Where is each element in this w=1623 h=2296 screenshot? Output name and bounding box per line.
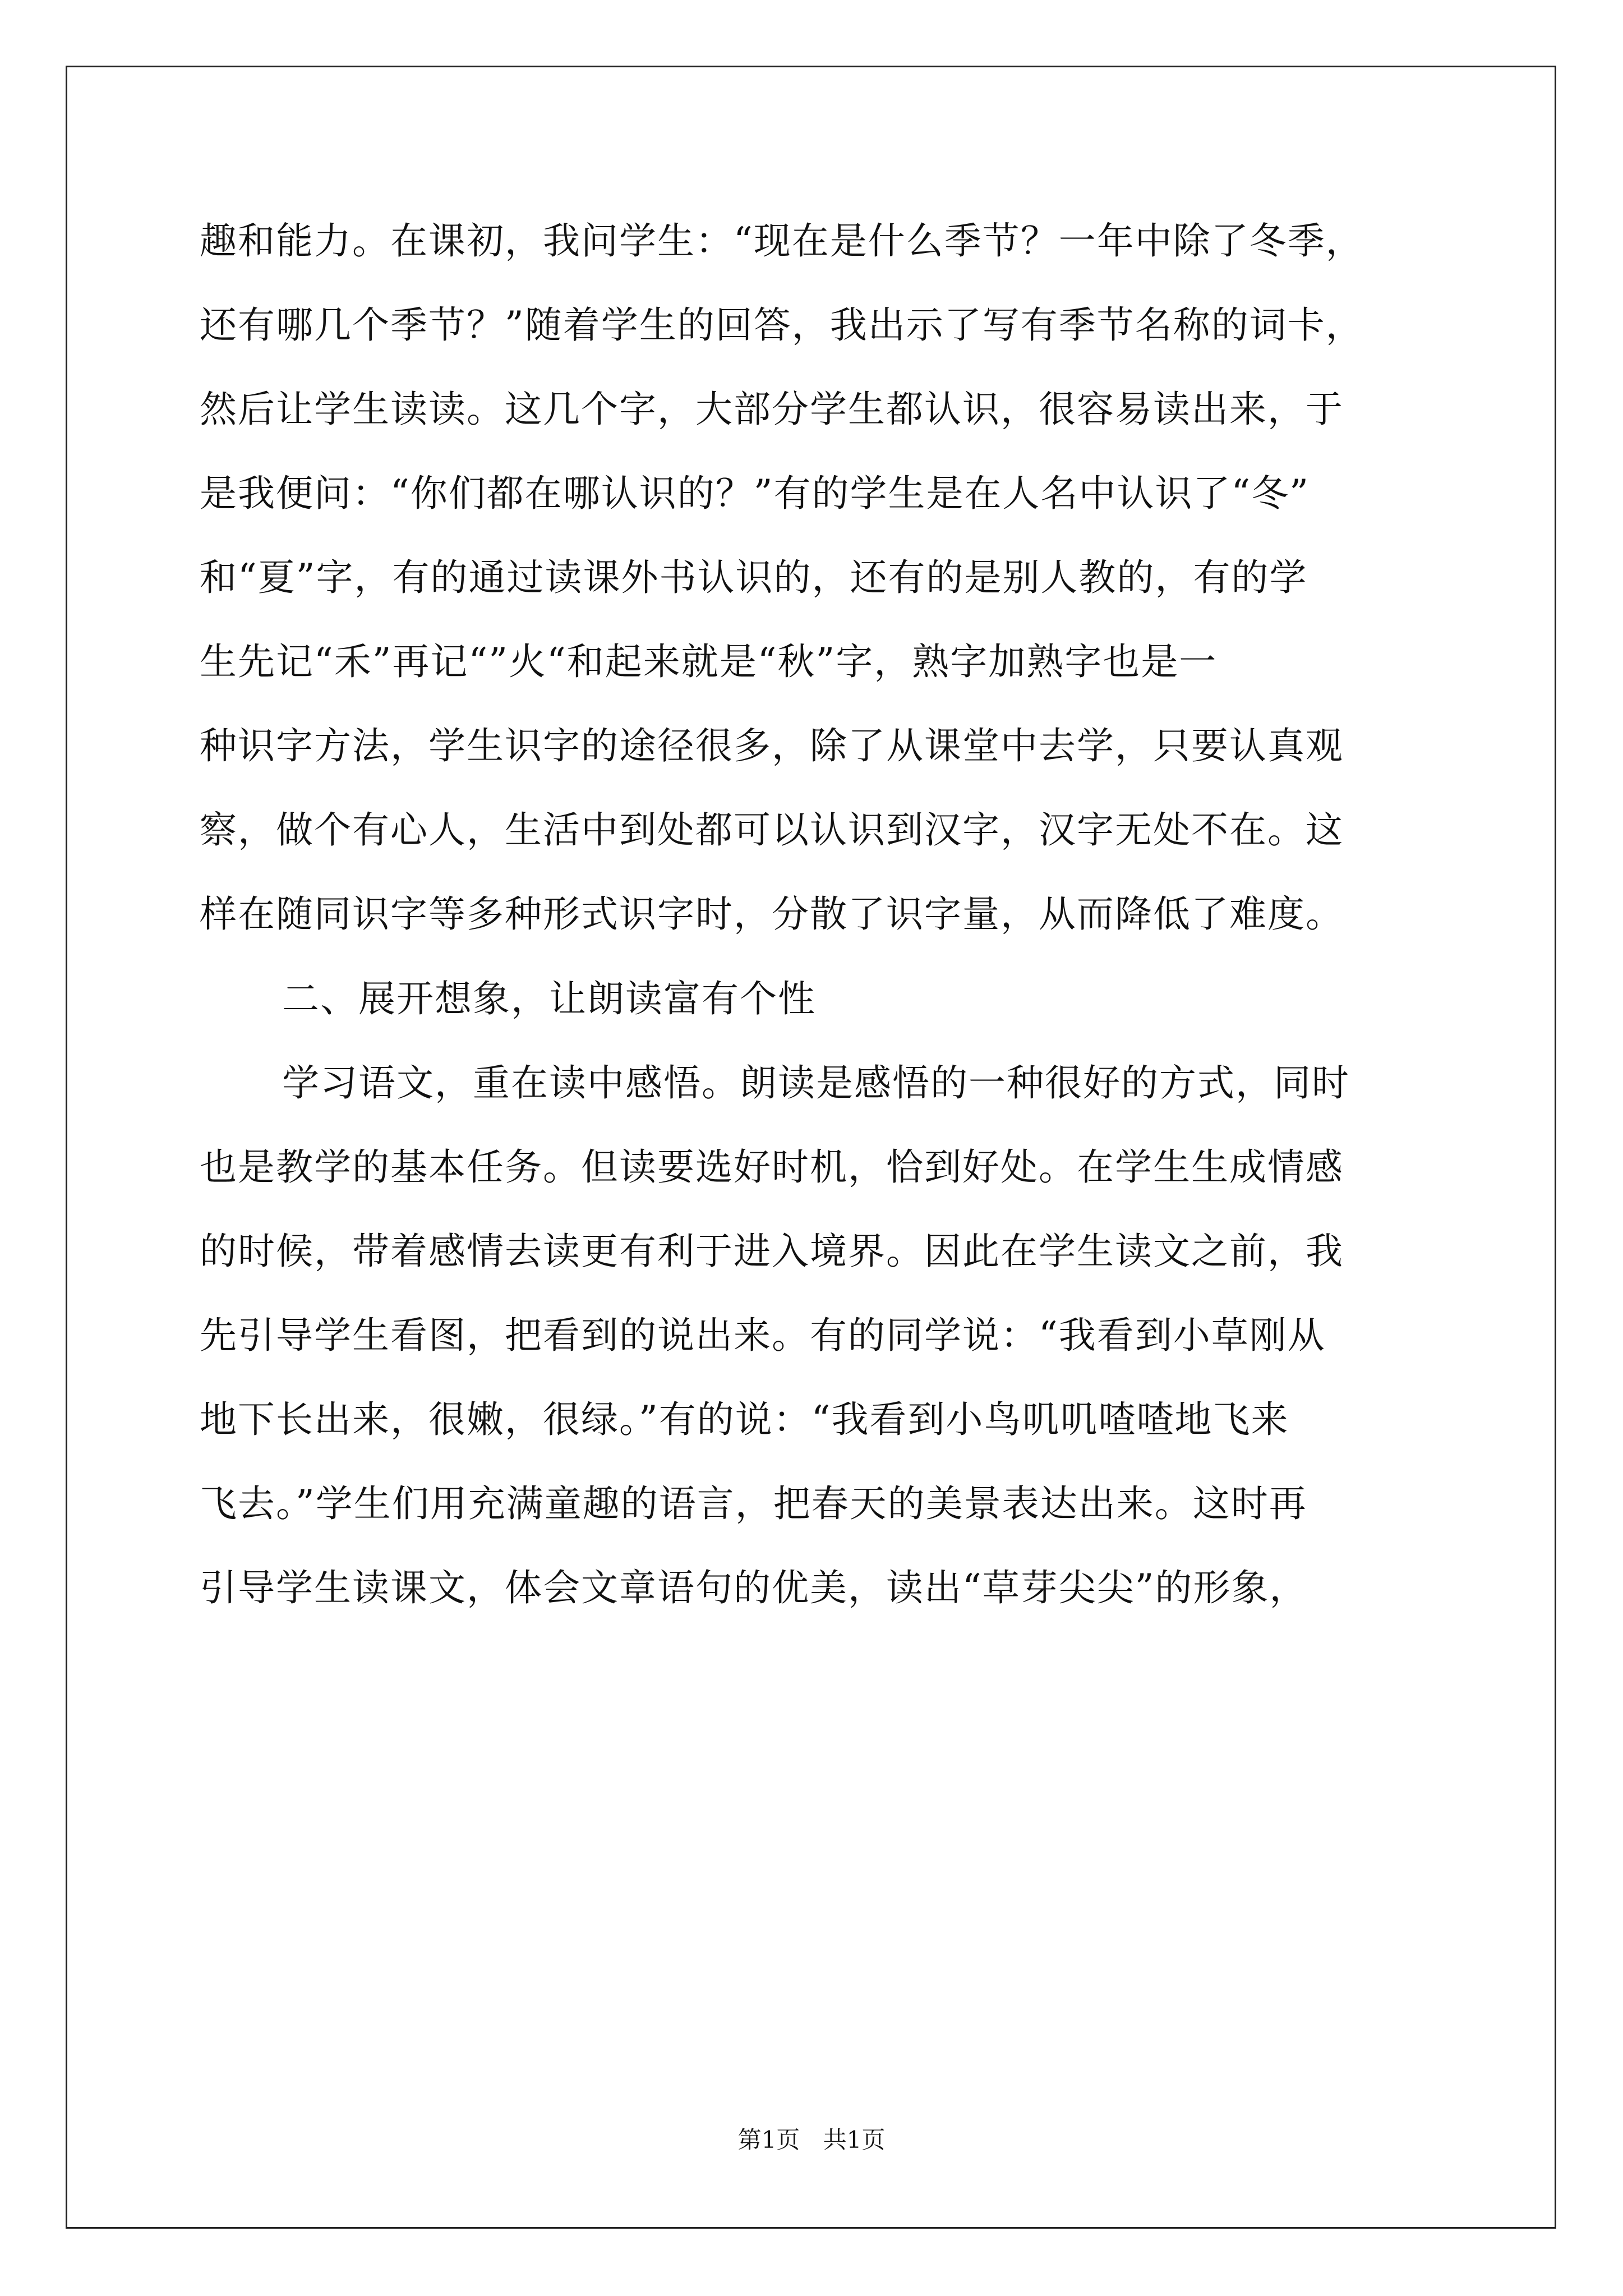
- paragraph-line: 地下长出来，很嫩，很绿。”有的说：“我看到小鸟叽叽喳喳地飞来: [200, 1398, 1289, 1441]
- paragraph-line: 引导学生读课文，体会文章语句的优美，读出“草芽尖尖”的形象，: [200, 1566, 1308, 1609]
- paragraph-line: 样在随同识字等多种形式识字时，分散了识字量，从而降低了难度。: [200, 892, 1344, 936]
- paragraph-line: 学习语文，重在读中感悟。朗读是感悟的一种很好的方式，同时: [282, 1061, 1350, 1105]
- paragraph-line: 察，做个有心人，生活中到处都可以认识到汉字，汉字无处不在。这: [200, 808, 1344, 852]
- paragraph-line: 也是教学的基本任务。但读要选好时机，恰到好处。在学生生成情感: [200, 1145, 1344, 1189]
- paragraph-line: 和“夏”字，有的通过读课外书认识的，还有的是别人教的，有的学: [200, 556, 1308, 599]
- paragraph-line: 趣和能力。在课初，我问学生：“现在是什么季节？一年中除了冬季，: [200, 219, 1364, 263]
- paragraph-line: 是我便问：“你们都在哪认识的？”有的学生是在人名中认识了“冬”: [200, 472, 1310, 515]
- section-heading: 二、展开想象，让朗读富有个性: [282, 977, 816, 1020]
- paragraph-line: 还有哪几个季节？”随着学生的回答，我出示了写有季节名称的词卡，: [200, 303, 1364, 347]
- page-total: 共1页: [823, 2126, 886, 2154]
- paragraph-line: 生先记“禾”再记“”火“和起来就是“秋”字，熟字加熟字也是一: [200, 640, 1218, 683]
- paragraph-line: 然后让学生读读。这几个字，大部分学生都认识，很容易读出来，于: [200, 388, 1344, 431]
- paragraph-line: 先引导学生看图，把看到的说出来。有的同学说：“我看到小草刚从: [200, 1314, 1326, 1357]
- paragraph-line: 的时候，带着感情去读更有利于进入境界。因此在学生读文之前，我: [200, 1230, 1344, 1273]
- page-footer: [0, 2123, 1623, 2157]
- paragraph-line: 种识字方法，学生识字的途径很多，除了从课堂中去学，只要认真观: [200, 724, 1344, 767]
- paragraph-line: 飞去。”学生们用充满童趣的语言，把春天的美景表达出来。这时再: [200, 1482, 1307, 1525]
- page-number: 第1页: [737, 2126, 800, 2154]
